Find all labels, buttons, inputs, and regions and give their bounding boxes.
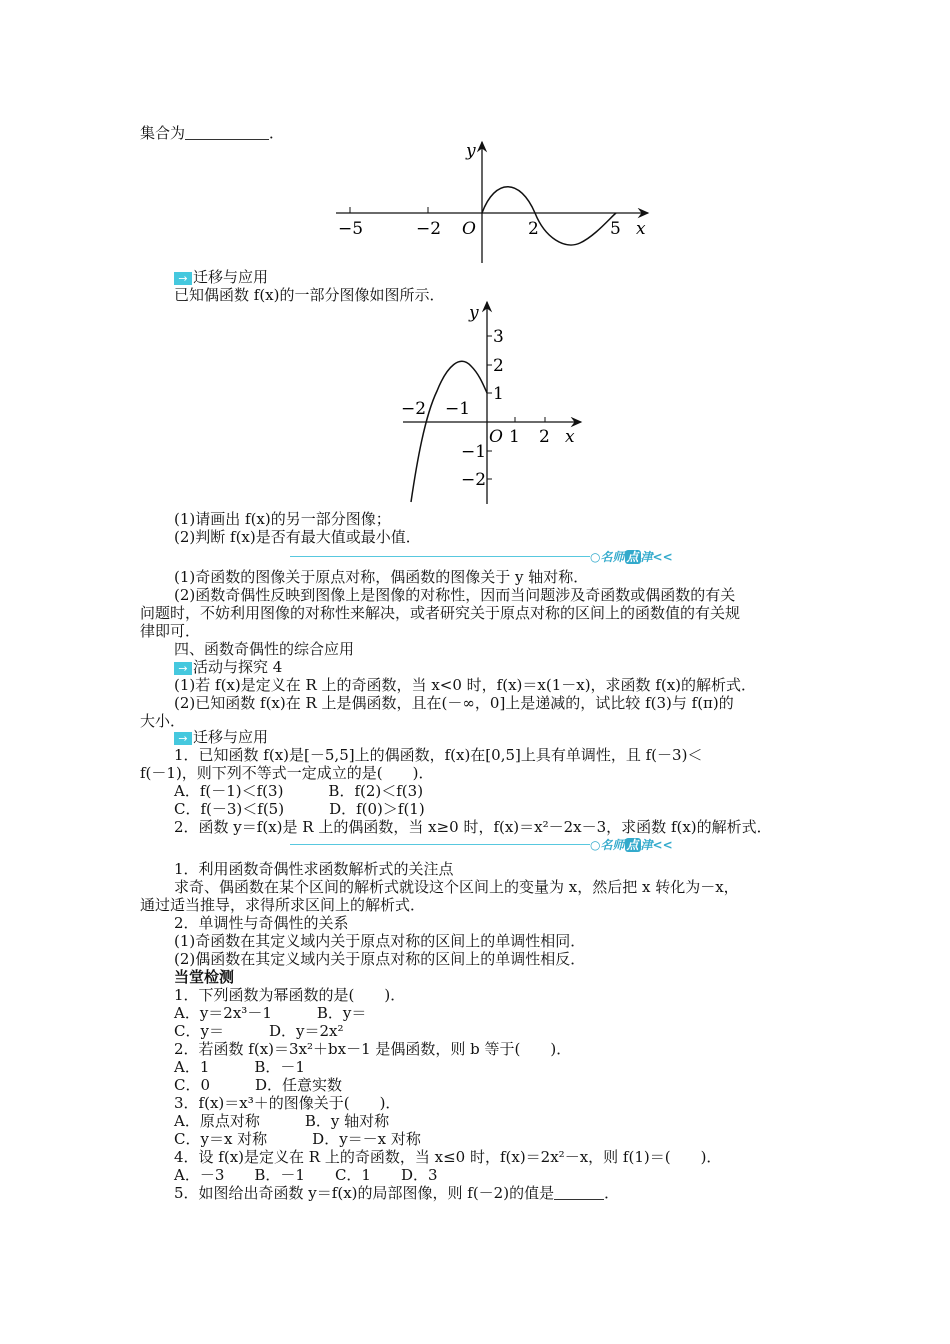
choice-line: C．f(－3)＜f(5) D．f(0)＞f(1) bbox=[174, 800, 425, 818]
check-heading: 当堂检测 bbox=[174, 968, 235, 986]
tip-text: (1)奇函数在其定义域内关于原点对称的区间上的单调性相同． bbox=[174, 932, 586, 950]
answer-blank[interactable] bbox=[185, 125, 269, 140]
arrow-icon: → bbox=[174, 662, 192, 675]
choice-line: A．f(－1)＜f(3) B．f(2)＜f(3) bbox=[174, 782, 424, 800]
problem-item: (2)判断 f(x)是否有最大值或最小值． bbox=[174, 528, 421, 546]
sine-like-graph bbox=[330, 138, 660, 266]
choice-line: C．y＝x 对称 D．y＝－x 对称 bbox=[174, 1130, 421, 1148]
curve bbox=[482, 187, 616, 245]
tick-label: 3 bbox=[493, 327, 504, 347]
tick-label: 2 bbox=[493, 356, 504, 376]
x-axis-label: x bbox=[565, 427, 575, 447]
tick-label: −2 bbox=[461, 470, 487, 490]
origin-label: O bbox=[489, 427, 503, 447]
fill-in-line: 集合为 ． bbox=[140, 124, 285, 142]
choice-line: C．0 D．任意实数 bbox=[174, 1076, 343, 1094]
choice-line: A．原点对称 B．y 轴对称 bbox=[174, 1112, 390, 1130]
problem-text: (1)若 f(x)是定义在 R 上的奇函数，当 x<0 时，f(x)＝x(1－x)，求函数 f(x)的解析式． bbox=[174, 676, 757, 694]
problem-text: 2．函数 y＝f(x)是 R 上的偶函数，当 x≥0 时，f(x)＝x²－2x－3，求函数 f(x)的解析式． bbox=[174, 818, 772, 836]
question-line: 5．如图给出奇函数 y＝f(x)的局部图像，则 f(－2)的值是 ． bbox=[174, 1184, 620, 1202]
problem-text: 大小． bbox=[140, 712, 186, 730]
tip-divider bbox=[290, 844, 590, 845]
tip-badge: ○名师 点 津<< bbox=[590, 838, 673, 852]
question-line: 3．f(x)＝x³＋的图像关于( )． bbox=[174, 1094, 401, 1112]
problem-text: 1．已知函数 f(x)是[－5,5]上的偶函数，f(x)在[0,5]上具有单调性，且 f(－3)＜ bbox=[174, 746, 703, 764]
tip-text: 2．单调性与奇偶性的关系 bbox=[174, 914, 349, 932]
section-heading: → 迁移与应用 bbox=[174, 728, 268, 746]
problem-text: f(－1)，则下列不等式一定成立的是( )． bbox=[140, 764, 434, 782]
problem-text: 已知偶函数 f(x)的一部分图像如图所示． bbox=[174, 286, 445, 304]
y-axis-label: y bbox=[469, 303, 479, 323]
section-heading: → 迁移与应用 bbox=[174, 268, 268, 286]
tick-label: 1 bbox=[493, 384, 504, 404]
origin-label: O bbox=[462, 219, 476, 239]
y-axis-label: y bbox=[466, 141, 476, 161]
section-heading: → 活动与探究 4 bbox=[174, 658, 282, 676]
tip-text: (2)偶函数在其定义域内关于原点对称的区间上的单调性相反． bbox=[174, 950, 586, 968]
section-title: 四、函数奇偶性的综合应用 bbox=[174, 640, 355, 658]
choice-line: A．1 B．－1 bbox=[174, 1058, 305, 1076]
tick-label: −5 bbox=[338, 219, 364, 239]
tip-text: 律即可． bbox=[140, 622, 201, 640]
problem-text: (2)已知函数 f(x)在 R 上是偶函数，且在(－∞，0]上是递减的，试比较 f(3)与 f(π)的 bbox=[174, 694, 734, 712]
tick-label: 5 bbox=[610, 219, 621, 239]
tip-badge: ○名师 点 津<< bbox=[590, 550, 673, 564]
x-axis-label: x bbox=[636, 219, 646, 239]
tick-label: 2 bbox=[539, 427, 550, 447]
tip-divider bbox=[290, 556, 590, 557]
tick-label: 1 bbox=[509, 427, 520, 447]
arrow-icon: → bbox=[174, 272, 192, 285]
even-function-graph bbox=[395, 296, 595, 508]
tip-text: 问题时，不妨利用图像的对称性来解决，或者研究关于原点对称的区间上的函数值的有关规 bbox=[140, 604, 741, 622]
tip-text: 通过适当推导，求得所求区间上的解析式． bbox=[140, 896, 426, 914]
tip-text: (1)奇函数的图像关于原点对称，偶函数的图像关于 y 轴对称． bbox=[174, 568, 589, 586]
choice-line: A．－3 B．－1 C．1 D．3 bbox=[174, 1166, 438, 1184]
choice-line: C．y＝ D．y＝2x² bbox=[174, 1022, 344, 1040]
tick-label: 2 bbox=[528, 219, 539, 239]
arrow-icon: → bbox=[174, 732, 192, 745]
tick-label: −2 bbox=[416, 219, 442, 239]
question-line: 1．下列函数为幂函数的是( )． bbox=[174, 986, 406, 1004]
question-text: 集合为 bbox=[140, 124, 186, 142]
tip-text: 1．利用函数奇偶性求函数解析式的关注点 bbox=[174, 860, 454, 878]
answer-blank[interactable] bbox=[554, 1185, 604, 1200]
tip-text: 求奇、偶函数在某个区间的解析式就设这个区间上的变量为 x，然后把 x 转化为－x， bbox=[174, 878, 739, 896]
question-line: 4．设 f(x)是定义在 R 上的奇函数，当 x≤0 时，f(x)＝2x²－x，则 f(1)＝( )． bbox=[174, 1148, 722, 1166]
tip-text: (2)函数奇偶性反映到图像上是图像的对称性，因而当问题涉及奇函数或偶函数的有关 bbox=[174, 586, 736, 604]
choice-line: A．y＝2x³－1 B．y＝ bbox=[174, 1004, 367, 1022]
question-line: 2．若函数 f(x)＝3x²＋bx－1 是偶函数，则 b 等于( )． bbox=[174, 1040, 572, 1058]
tick-label: −1 bbox=[461, 442, 487, 462]
tick-label: −2 bbox=[401, 399, 427, 419]
tick-label: −1 bbox=[445, 399, 471, 419]
problem-item: (1)请画出 f(x)的另一部分图像； bbox=[174, 510, 391, 528]
